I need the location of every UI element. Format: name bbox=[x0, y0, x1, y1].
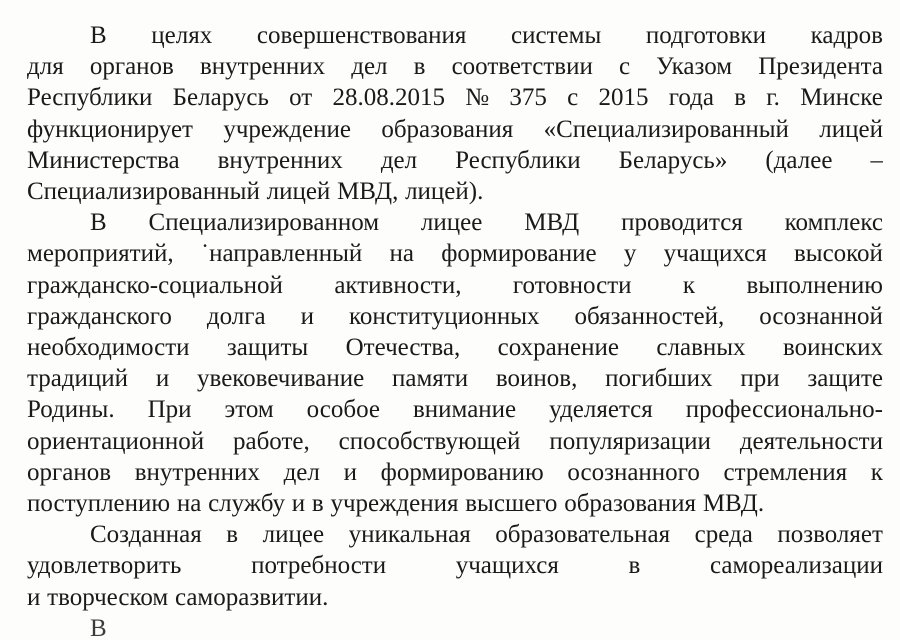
document-word: лицее bbox=[420, 209, 483, 237]
document-word: совершенствования bbox=[256, 22, 467, 49]
document-word: гражданского bbox=[27, 302, 172, 330]
document-word: проводится bbox=[621, 209, 743, 237]
document-word: активности, bbox=[334, 271, 462, 299]
document-word: к bbox=[870, 458, 883, 486]
document-word: лицей). bbox=[405, 178, 484, 205]
document-word: с bbox=[618, 53, 631, 81]
document-word: долга bbox=[206, 302, 266, 330]
document-word: формирование bbox=[441, 240, 597, 268]
document-line bbox=[90, 20, 883, 51]
document-word: дел bbox=[283, 458, 320, 486]
document-word: Беларусь bbox=[172, 84, 269, 112]
document-word: учреждения bbox=[330, 490, 459, 517]
document-line bbox=[27, 363, 883, 394]
document-word: Созданная bbox=[90, 521, 202, 549]
document-word: Республики bbox=[27, 84, 153, 112]
document-word: конституционных bbox=[348, 302, 540, 330]
document-line bbox=[27, 394, 883, 425]
document-word: популяризации bbox=[549, 427, 711, 455]
document-word: воинов, bbox=[495, 365, 578, 393]
document-word: Родины. bbox=[27, 396, 115, 424]
document-word: дел bbox=[351, 53, 388, 81]
document-line bbox=[27, 238, 883, 269]
document-word: позволяет bbox=[777, 521, 883, 549]
document-word: этом bbox=[224, 396, 274, 424]
document-word: защиты bbox=[226, 334, 309, 361]
document-word: Указом bbox=[656, 53, 733, 81]
document-word: необходимости bbox=[27, 334, 190, 361]
document-word: внутренних bbox=[217, 146, 343, 174]
document-word: кадров bbox=[810, 22, 883, 49]
document-word: образования bbox=[381, 115, 514, 143]
document-word: уникальная bbox=[348, 521, 471, 549]
document-word: органов bbox=[27, 458, 112, 486]
document-word: функционирует bbox=[27, 115, 193, 143]
document-word: внимание bbox=[412, 396, 517, 424]
document-word: комплекс bbox=[784, 209, 883, 237]
document-word: Минске bbox=[800, 84, 883, 112]
document-word: Президента bbox=[758, 53, 883, 81]
document-word: сохранение bbox=[497, 334, 620, 361]
document-line bbox=[27, 82, 883, 113]
document-word: 28.08.2015 bbox=[332, 84, 445, 112]
document-word: на bbox=[389, 240, 414, 268]
document-word: В bbox=[90, 209, 107, 237]
document-line bbox=[27, 301, 883, 332]
document-line bbox=[27, 457, 883, 488]
document-line bbox=[90, 613, 883, 640]
document-line bbox=[27, 488, 883, 519]
document-word: профессионально- bbox=[685, 396, 883, 424]
document-word: Республики bbox=[455, 146, 581, 174]
document-word: стремления bbox=[723, 458, 848, 486]
document-word: службу bbox=[208, 490, 286, 517]
document-word: самореализации bbox=[709, 552, 883, 580]
document-word: в bbox=[734, 84, 746, 112]
document-line bbox=[27, 270, 883, 301]
document-word: среда bbox=[694, 521, 753, 549]
document-word: выполнению bbox=[746, 271, 883, 299]
document-word: к bbox=[682, 271, 696, 299]
document-word: и bbox=[27, 583, 41, 611]
document-word: потребности bbox=[251, 552, 387, 580]
document-word: готовности bbox=[512, 271, 632, 299]
document-word: образования bbox=[564, 490, 697, 517]
document-word: лицей bbox=[266, 178, 331, 205]
document-word: саморазвитии. bbox=[174, 583, 329, 611]
document-word: В bbox=[90, 22, 107, 49]
document-word: подготовки bbox=[645, 22, 766, 49]
document-word: традиций bbox=[27, 365, 129, 393]
document-word: соответствии bbox=[451, 53, 593, 81]
document-line bbox=[27, 550, 883, 581]
document-word: лицей bbox=[819, 115, 883, 143]
document-word: Специализированном bbox=[148, 209, 380, 237]
document-word: гражданско-социальной bbox=[27, 271, 283, 299]
document-word: учащихся bbox=[455, 552, 559, 580]
document-line bbox=[90, 519, 883, 550]
document-word: МВД. bbox=[702, 490, 765, 517]
document-word: обязанностей, bbox=[574, 302, 725, 330]
document-word: Министерства bbox=[27, 146, 180, 174]
document-word: Беларусь» bbox=[618, 146, 728, 174]
document-word: удовлетворить bbox=[27, 552, 182, 580]
document-word: МВД bbox=[524, 209, 580, 237]
document-word: В bbox=[90, 614, 107, 640]
document-word: деятельности bbox=[739, 427, 883, 455]
document-line bbox=[27, 114, 883, 145]
document-word: в bbox=[413, 53, 426, 81]
document-line bbox=[27, 332, 883, 363]
document-word: «Специализированный bbox=[543, 115, 789, 143]
document-word: (далее bbox=[765, 146, 833, 174]
document-word: лицее bbox=[262, 521, 325, 549]
document-word: дел bbox=[380, 146, 418, 174]
document-word: славных bbox=[656, 334, 746, 361]
document-word: Специализированный bbox=[27, 178, 260, 205]
document-line bbox=[27, 145, 883, 176]
document-word: поступлению bbox=[27, 490, 171, 517]
document-line bbox=[27, 176, 883, 207]
document-word: увековечивание bbox=[197, 365, 365, 393]
document-word: для bbox=[27, 53, 64, 81]
document-word: у bbox=[623, 240, 637, 268]
document-word: формированию bbox=[380, 458, 544, 486]
document-word: и bbox=[300, 302, 314, 330]
document-word: мероприятий, bbox=[27, 240, 174, 268]
document-word: 375 bbox=[509, 84, 547, 112]
document-word: 2015 bbox=[598, 84, 649, 112]
document-word: и bbox=[155, 365, 170, 393]
document-word: высокой bbox=[793, 240, 883, 268]
document-word: учреждение bbox=[223, 115, 351, 143]
document-word: и bbox=[291, 490, 306, 517]
document-word: При bbox=[147, 396, 192, 424]
document-word: при bbox=[740, 365, 780, 393]
document-word: МВД, bbox=[337, 178, 399, 205]
document-word: ориентационной bbox=[27, 427, 205, 455]
document-word: осознанного bbox=[567, 458, 700, 486]
document-word: и bbox=[343, 458, 357, 486]
document-word: учащихся bbox=[663, 240, 767, 268]
document-word: высшего bbox=[465, 490, 558, 517]
document-word: г. bbox=[766, 84, 780, 112]
document-word: защите bbox=[807, 365, 883, 393]
document-word: внутренних bbox=[134, 458, 260, 486]
document-word: в bbox=[226, 521, 239, 549]
document-line bbox=[27, 426, 883, 457]
document-line bbox=[27, 51, 883, 82]
document-line bbox=[27, 582, 883, 613]
document-word: органов bbox=[89, 53, 174, 81]
document-line bbox=[90, 207, 883, 238]
document-word: уделяется bbox=[549, 396, 653, 424]
document-word: осознанной bbox=[759, 302, 883, 330]
document-word: в bbox=[311, 490, 324, 517]
document-word: системы bbox=[511, 22, 602, 49]
document-word: внутренних bbox=[199, 53, 326, 81]
document-word: года bbox=[668, 84, 714, 112]
document-word: работе, bbox=[232, 427, 310, 455]
document-word: воинских bbox=[782, 334, 883, 361]
document-word: погибших bbox=[605, 365, 713, 393]
document-word: образовательная bbox=[495, 521, 671, 549]
document-word: памяти bbox=[391, 365, 469, 393]
document-word: творческом bbox=[47, 583, 169, 611]
document-word: способствующей bbox=[338, 427, 521, 455]
document-word: с bbox=[567, 84, 579, 112]
document-word: – bbox=[870, 146, 883, 174]
document-word: ˙направленный bbox=[200, 240, 363, 268]
document-word: в bbox=[628, 552, 641, 580]
document-word: № bbox=[465, 84, 490, 112]
document-word: от bbox=[289, 84, 313, 112]
document-word: на bbox=[176, 490, 202, 517]
document-word: Отечества, bbox=[345, 334, 461, 361]
document-word: особое bbox=[306, 396, 380, 424]
document-word: целях bbox=[151, 22, 213, 49]
